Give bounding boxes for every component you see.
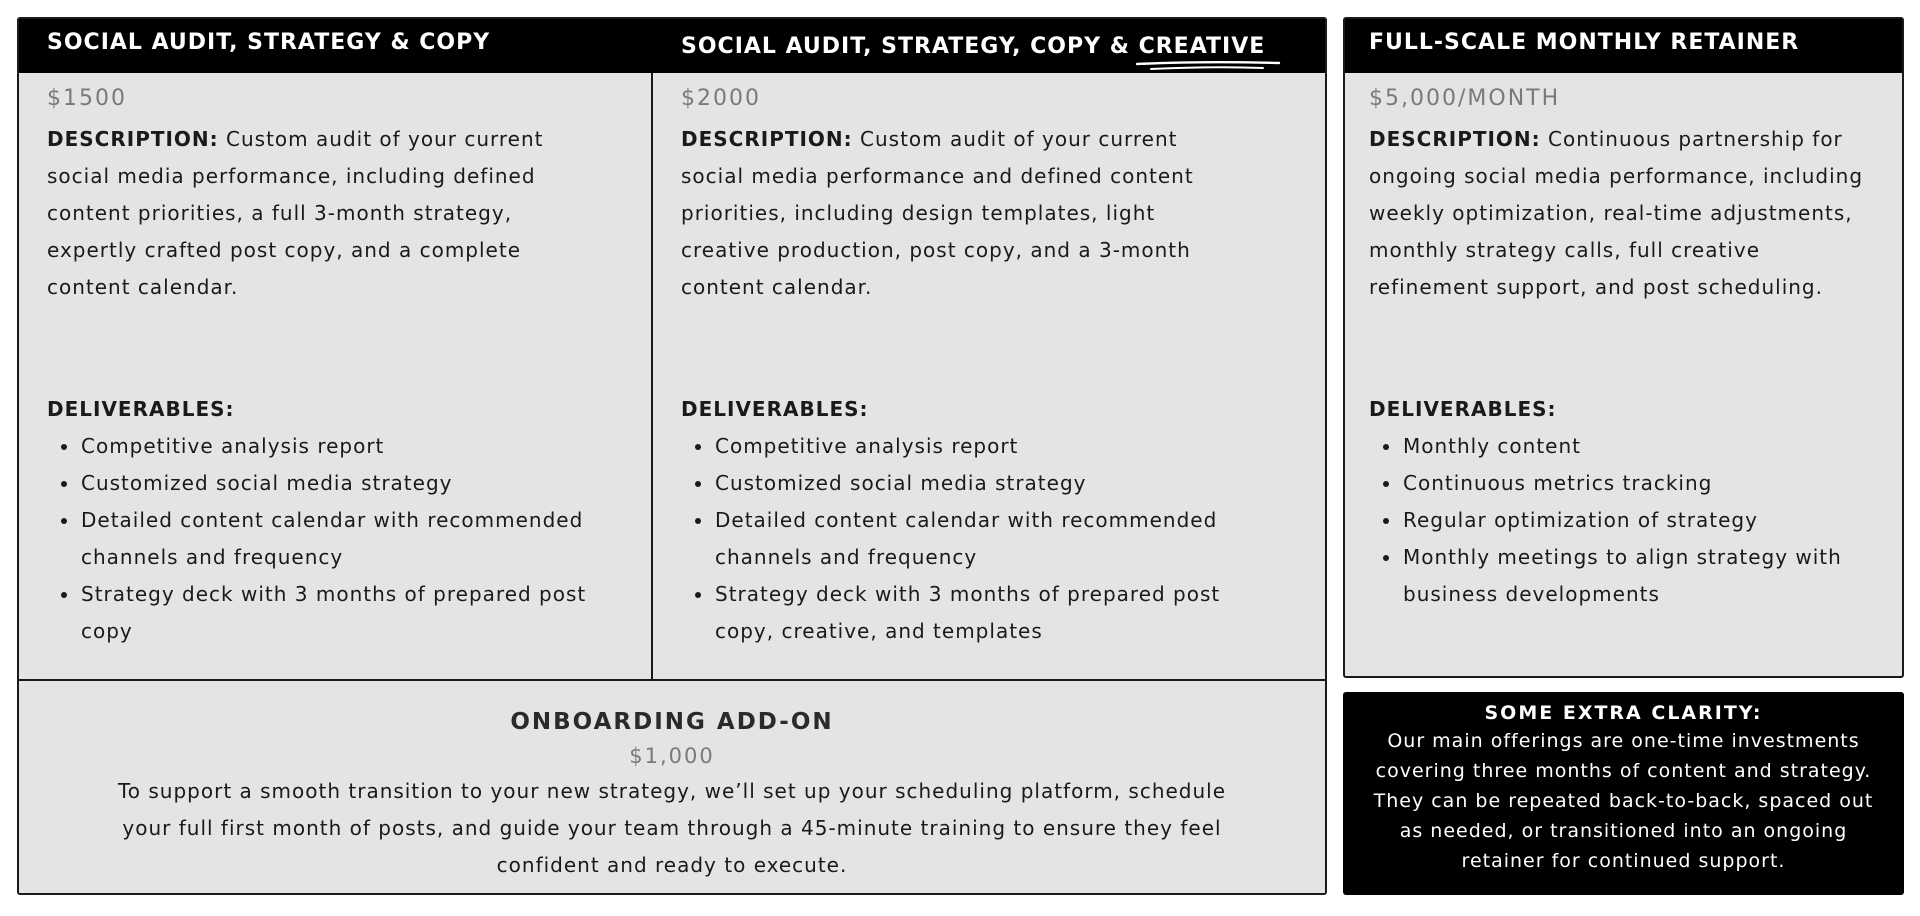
package-1-body bbox=[47, 81, 607, 643]
packages-panel bbox=[17, 17, 1327, 895]
list-item: Customized social media strategy bbox=[81, 465, 607, 502]
package-2-body bbox=[681, 81, 1241, 643]
package-2-title-prefix: SOCIAL AUDIT, STRATEGY, COPY & bbox=[681, 34, 1130, 59]
package-1-deliverables-label: DELIVERABLES: bbox=[47, 397, 235, 421]
package-2-deliverables-label: DELIVERABLES: bbox=[681, 397, 869, 421]
list-item: Competitive analysis report bbox=[81, 428, 607, 465]
list-item: Strategy deck with 3 months of prepared post copy bbox=[81, 576, 607, 650]
list-item: Monthly meetings to align strategy with business developments bbox=[1403, 539, 1879, 613]
package-1-deliverables-list bbox=[47, 428, 607, 650]
retainer-card bbox=[1343, 17, 1904, 678]
hand-drawn-underline-icon bbox=[1133, 59, 1283, 73]
column-divider bbox=[651, 73, 653, 679]
onboarding-description: To support a smooth transition to your new strategy, we’ll set up your scheduling platform, schedule your full first month of posts, and guide your team through a 45-minute training to ensure they feel confident and ready to execute. bbox=[117, 779, 1227, 877]
package-2-price: $2000 bbox=[681, 86, 761, 111]
onboarding-addon bbox=[19, 681, 1325, 884]
package-1-title: SOCIAL AUDIT, STRATEGY & COPY bbox=[19, 19, 651, 73]
clarity-text: Our main offerings are one-time investments covering three months of content and strategy. They can be repeated back-to-back, spaced out as needed, or transitioned into an ongoing retainer for continued support. bbox=[1373, 730, 1874, 872]
list-item: Competitive analysis report bbox=[715, 428, 1241, 465]
package-3-deliverables-list bbox=[1369, 428, 1879, 613]
package-3-deliverables-label: DELIVERABLES: bbox=[1369, 397, 1557, 421]
package-3-price: $5,000/MONTH bbox=[1369, 86, 1561, 111]
package-2-deliverables-list bbox=[681, 428, 1241, 650]
package-3-description-text: Continuous partnership for ongoing social media performance, including weekly optimization, real-time adjustments, monthly strategy calls, full creative refinement support, and post scheduling. bbox=[1369, 127, 1864, 299]
package-3-description-label: DESCRIPTION: bbox=[1369, 127, 1541, 151]
onboarding-price: $1,000 bbox=[629, 744, 715, 768]
package-2-description-label: DESCRIPTION: bbox=[681, 127, 853, 151]
list-item: Customized social media strategy bbox=[715, 465, 1241, 502]
package-3-description bbox=[1369, 121, 1879, 306]
package-3-body bbox=[1369, 81, 1879, 606]
extra-clarity-box bbox=[1343, 692, 1904, 895]
package-1-description-text: Custom audit of your current social media performance, including defined content priorities, a full 3-month strategy, expertly crafted post copy, and a complete content calendar. bbox=[47, 127, 544, 299]
package-1-price: $1500 bbox=[47, 86, 127, 111]
list-item: Monthly content bbox=[1403, 428, 1879, 465]
package-2-title-emphasis bbox=[1139, 19, 1266, 75]
package-2-description-text: Custom audit of your current social media performance and defined content priorities, including design templates, light creative production, post copy, and a 3-month content calendar. bbox=[681, 127, 1194, 299]
package-3-title: FULL-SCALE MONTHLY RETAINER bbox=[1345, 19, 1902, 73]
list-item: Strategy deck with 3 months of prepared post copy, creative, and templates bbox=[715, 576, 1241, 650]
onboarding-title: ONBOARDING ADD-ON bbox=[510, 709, 834, 735]
list-item: Detailed content calendar with recommended channels and frequency bbox=[81, 502, 607, 576]
clarity-title: SOME EXTRA CLARITY: bbox=[1484, 702, 1763, 724]
package-1-description-label: DESCRIPTION: bbox=[47, 127, 219, 151]
list-item: Continuous metrics tracking bbox=[1403, 465, 1879, 502]
list-item: Regular optimization of strategy bbox=[1403, 502, 1879, 539]
list-item: Detailed content calendar with recommended channels and frequency bbox=[715, 502, 1241, 576]
package-2-title-emphasis-text: CREATIVE bbox=[1138, 34, 1266, 59]
package-2-description bbox=[681, 121, 1241, 306]
package-2-title bbox=[651, 19, 1325, 73]
package-1-description bbox=[47, 121, 607, 306]
